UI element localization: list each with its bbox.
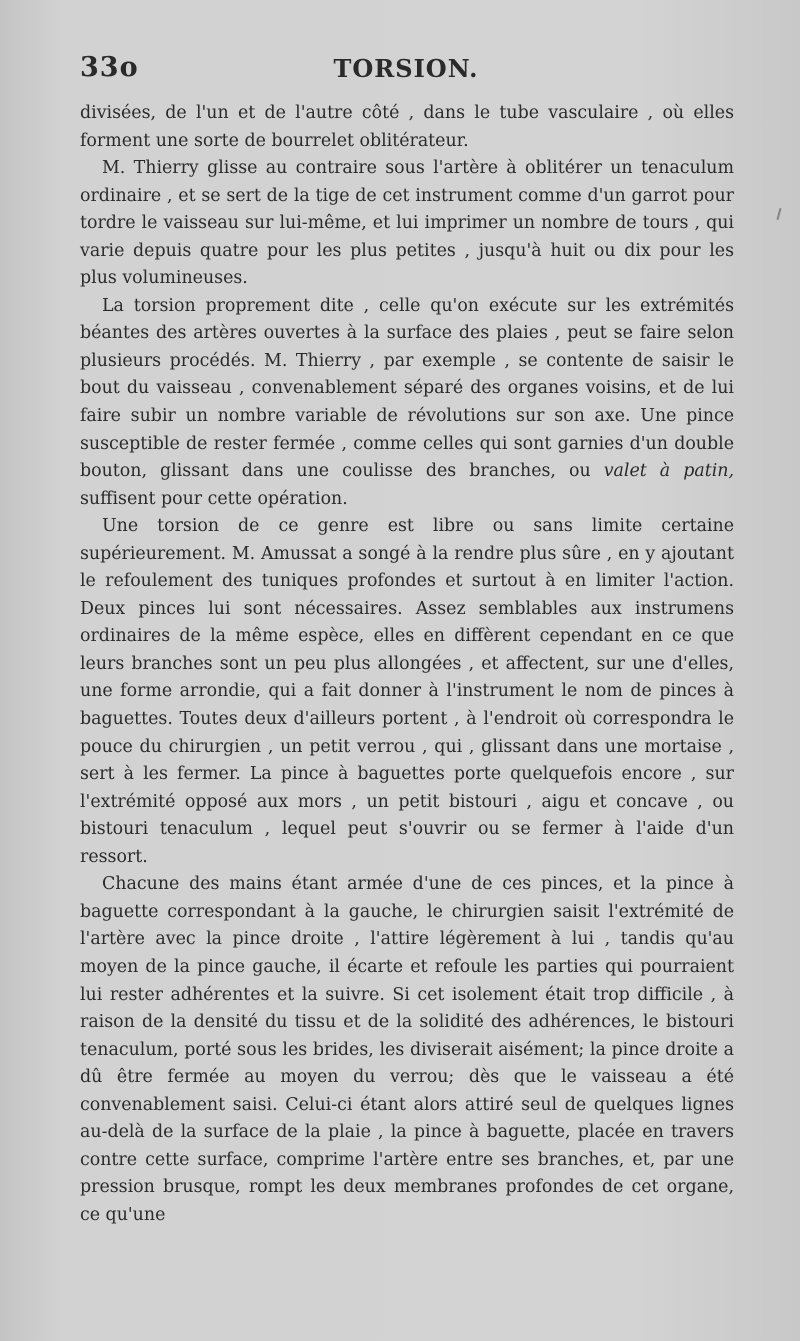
italic-term: valet à patin, — [603, 461, 734, 482]
paragraph-procedure: Chacune des mains étant armée d'une de ces pinces, et la pince à baguette correspondant à la gauche, le chirurgien saisit l'extrémité de l'artère avec la pince droite , l'attire légèrement à lui , tandis qu'au moyen de la pince gauche, il écarte et refoule les parties qui pourraient lui rester adhérentes et la suivre. Si cet isolement était trop difficile , à raison de la densité du tissu et de la solidité des adhérences, le bistouri tenaculum, porté sous les brides, les diviserait aisément; la pince droite a dû être fermée au moyen du verrou; dès que le vaisseau a été convenablement saisi. Celui-ci étant alors attiré seul de quelques lignes au-delà de la surface de la plaie , la pince à baguette, placée en travers contre cette surface, comprime l'artère entre ses branches, et, par une pression brusque, rompt les deux membranes profondes de cet organe, ce qu'une — [80, 874, 734, 1225]
page-header — [80, 52, 732, 92]
page-number: 33o — [80, 52, 139, 83]
paragraph-torsion-proper — [80, 293, 734, 513]
paragraph-amussat: Une torsion de ce genre est libre ou sans limite certaine supérieurement. M. Amussat a songé à la rendre plus sûre , en y ajoutant le refoulement des tuniques profondes et surtout à en limiter l'action. Deux pinces lui sont nécessaires. Assez semblables aux instrumens ordinaires de la même espèce, elles en diffèrent cependant en ce que leurs branches sont un peu plus allongées , et affectent, sur une d'elles, une forme arrondie, qui a fait donner à l'instrument le nom de pinces à baguettes. Toutes deux d'ailleurs portent , à l'endroit où correspondra le pouce du chirurgien , un petit verrou , qui , glissant dans une mortaise , sert à les fermer. La pince à baguettes porte quelquefois encore , sur l'extrémité opposé aux mors , un petit bistouri , aigu et concave , ou bistouri tenaculum , lequel peut s'ouvrir ou se fermer à l'aide d'un ressort. — [80, 516, 734, 867]
running-title: TORSION. — [333, 54, 479, 83]
paragraph-thierry-tenaculum: M. Thierry glisse au contraire sous l'artère à oblitérer un tenaculum ordinaire , et se sert de la tige de cet instrument comme d'un garrot pour tordre le vaisseau sur lui-même, et lui imprimer un nombre de tours , qui varie depuis quatre pour les plus petites , jusqu'à huit ou dix pour les plus volumineuses. — [80, 158, 734, 289]
margin-mark — [776, 208, 781, 220]
paragraph-text: suffisent pour cette opération. — [80, 488, 348, 509]
paragraph-continuation: divisées, de l'un et de l'autre côté , dans le tube vasculaire , où elles forment une sorte de bourrelet oblitérateur. — [80, 103, 734, 151]
paragraph-text: La torsion proprement dite , celle qu'on exécute sur les extrémités béantes des artères ouvertes à la surface des plaies , peut se faire selon plusieurs procédés. M. Thierry , par exemple , se contente de saisir le bout du vaisseau , convenablement séparé des organes voisins, et de lui faire subir un nombre variable de révolutions sur son axe. Une pince susceptible de rester fermée , comme celles qui sont garnies d'un double bouton, glissant dans une coulisse des branches, ou — [80, 295, 734, 482]
body-text — [80, 100, 734, 1229]
